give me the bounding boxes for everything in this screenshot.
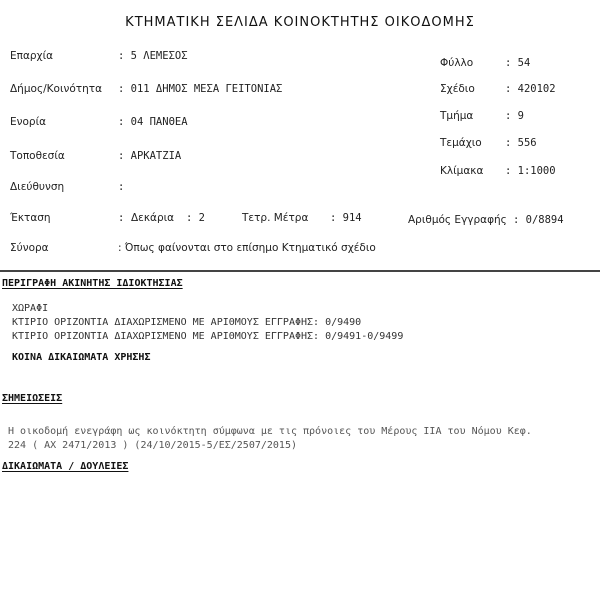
common-rights-heading: ΚΟΙΝΑ ΔΙΚΑΙΩΜΑΤΑ ΧΡΗΣΗΣ (12, 352, 151, 363)
field-label-dieuthynsi: Διεύθυνση (10, 181, 65, 193)
boundaries-label: Σύνορα (10, 242, 49, 254)
notes-heading: ΣΗΜΕΙΩΣΕΙΣ (2, 393, 63, 404)
extent-colon: : (118, 212, 125, 224)
property-line: ΚΤΙΡΙΟ ΟΡΙΖΟΝΤΙΑ ΔΙΑΧΩΡΙΣΜΕΝΟ ΜΕ ΑΡΙΘΜΟΥΣ ΕΓΓΡΑΦΗΣ: 0/9490 (12, 317, 362, 328)
field-value-eparchia: : 5 ΛΕΜΕΣΟΣ (118, 50, 188, 62)
field-value-klimaka: : 1:1000 (505, 165, 556, 177)
field-value-enoria: : 04 ΠΑΝΘΕΑ (118, 116, 188, 128)
extent-label: Έκταση (10, 212, 51, 224)
rights-heading: ΔΙΚΑΙΩΜΑΤΑ / ΔΟΥΛΕΙΕΣ (2, 461, 129, 472)
field-value-dieuthynsi: : (118, 181, 125, 193)
registration-label: Αριθμός Εγγραφής (408, 214, 507, 226)
field-label-enoria: Ενορία (10, 116, 47, 128)
field-value-schedio: : 420102 (505, 83, 556, 95)
dekaria-value: : 2 (186, 212, 205, 224)
field-value-topothesia: : ΑΡΚΑΤΖΙΑ (118, 150, 182, 162)
metra-label: Τετρ. Μέτρα (242, 212, 309, 224)
registration-value: : 0/8894 (513, 214, 564, 226)
field-label-fyllo: Φύλλο (440, 57, 474, 69)
page-title: ΚΤΗΜΑΤΙΚΗ ΣΕΛΙΔΑ ΚΟΙΝΟΚΤΗΤΗΣ ΟΙΚΟΔΟΜΗΣ (125, 15, 475, 30)
property-description-heading: ΠΕΡΙΓΡΑΦΗ ΑΚΙΝΗΤΗΣ ΙΔΙΟΚΤΗΣΙΑΣ (2, 278, 183, 289)
property-line: ΚΤΙΡΙΟ ΟΡΙΖΟΝΤΙΑ ΔΙΑΧΩΡΙΣΜΕΝΟ ΜΕ ΑΡΙΘΜΟΥΣ ΕΓΓΡΑΦΗΣ: 0/9491-0/9499 (12, 331, 404, 342)
field-label-topothesia: Τοποθεσία (10, 150, 65, 162)
field-label-temachio: Τεμάχιο (440, 137, 482, 149)
field-label-schedio: Σχέδιο (440, 83, 475, 95)
field-value-temachio: : 556 (505, 137, 537, 149)
notes-line: Η οικοδομή ενεγράφη ως κοινόκτητη σύμφωνα με τις πρόνοιες του Μέρους ΙΙΑ του Νόμου Κεφ. (8, 426, 532, 437)
field-label-tmima: Τμήμα (440, 110, 474, 122)
field-value-dimos: : 011 ΔΗΜΟΣ ΜΕΣΑ ΓΕΙΤΟΝΙΑΣ (118, 83, 283, 95)
metra-value: : 914 (330, 212, 362, 224)
section-divider (0, 270, 600, 272)
field-value-fyllo: : 54 (505, 57, 531, 69)
field-value-tmima: : 9 (505, 110, 524, 122)
field-label-eparchia: Επαρχία (10, 50, 54, 62)
notes-line: 224 ( ΑΧ 2471/2013 ) (24/10/2015-5/ΕΣ/2507/2015) (8, 440, 297, 451)
property-line: ΧΩΡΑΦΙ (12, 303, 49, 314)
field-label-klimaka: Κλίμακα (440, 165, 484, 177)
dekaria-label: Δεκάρια (131, 212, 175, 224)
boundaries-value: : Όπως φαίνονται στο επίσημο Κτηματικό σχέδιο (118, 242, 376, 254)
field-label-dimos: Δήμος/Κοινότητα (10, 83, 103, 95)
